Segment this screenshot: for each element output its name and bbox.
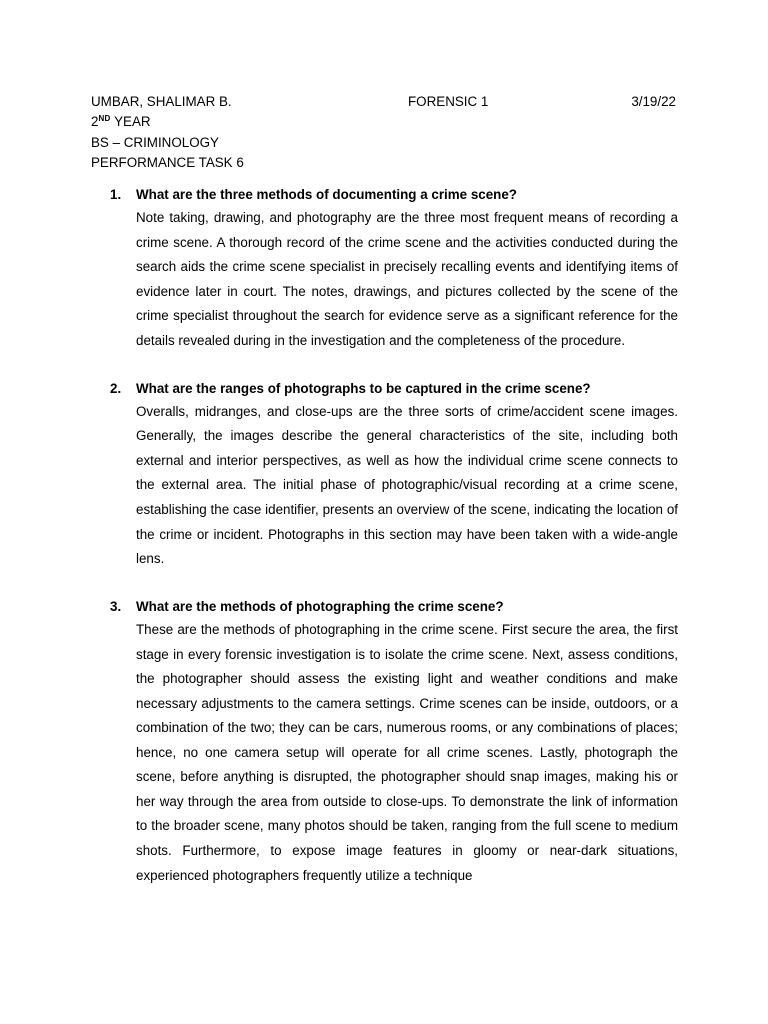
question-answer: Overalls, midranges, and close-ups are the three sorts of crime/accident scene images. Generally, the images describe the general characteristics of the site, including both external and interior perspectives, as well as how the individual crime scene connects to the external area. The initial phase of photographic/visual recording at a crime scene, establishing the case identifier, presents an overview of the scene, indicating the location of the crime or incident. Photographs in this section may have been taken with a wide-angle lens. [136,403,678,567]
question-heading [110,596,678,617]
document-header [91,92,676,172]
question-number: 3. [110,599,122,615]
task-label: PERFORMANCE TASK 6 [91,154,244,170]
question-title: What are the ranges of photographs to be captured in the crime scene? [136,380,591,396]
year-suffix: ND [98,113,111,123]
question-answer: These are the methods of photographing in the crime scene. First secure the area, the first stage in every forensic investigation is to isolate the crime scene. Next, assess conditions, the photographer should assess the existing light and weather conditions and make necessary adjustments to the camera settings. Crime scenes can be inside, outdoors, or a combination of the two; they can be cars, numerous rooms, or any combinations of places; hence, no one camera setup will operate for all crime scenes. Lastly, photograph the scene, before anything is disrupted, the photographer should snap images, making his or her way through the area from outside to close-ups. To demonstrate the link of information to the broader scene, many photos should be taken, ranging from the full scene to medium shots. Furthermore, to expose image features in gloomy or near-dark situations, experienced photographers frequently utilize a technique [136,622,678,883]
question-item [110,184,678,353]
document-date: 3/19/22 [631,94,676,109]
year-word: YEAR [114,113,151,129]
question-title: What are the three methods of documenting a crime scene? [136,187,517,202]
question-heading [110,378,678,399]
header-top-row [91,92,676,112]
question-title: What are the methods of photographing the crime scene? [136,599,504,615]
question-heading [110,184,678,205]
year-number: 2 [91,113,99,129]
question-answer: Note taking, drawing, and photography are the three most frequent means of recording a crime scene. A thorough record of the crime scene and the activities conducted during the search aids the crime scene specialist in precisely recalling events and identifying items of evidence later in court. The notes, drawings, and pictures collected by the scene of the crime specialist throughout the search for evidence serve as a significant reference for the details revealed during in the investigation and the completeness of the procedure. [136,210,678,348]
subject-label: FORENSIC 1 [408,94,489,109]
student-name: UMBAR, SHALIMAR B. [91,94,232,109]
question-item [110,378,678,572]
year-level [91,112,676,134]
question-item [110,596,678,888]
question-list [110,184,678,913]
program-label: BS – CRIMINOLOGY [91,135,219,150]
question-number: 2. [110,380,122,396]
question-number: 1. [110,187,122,202]
